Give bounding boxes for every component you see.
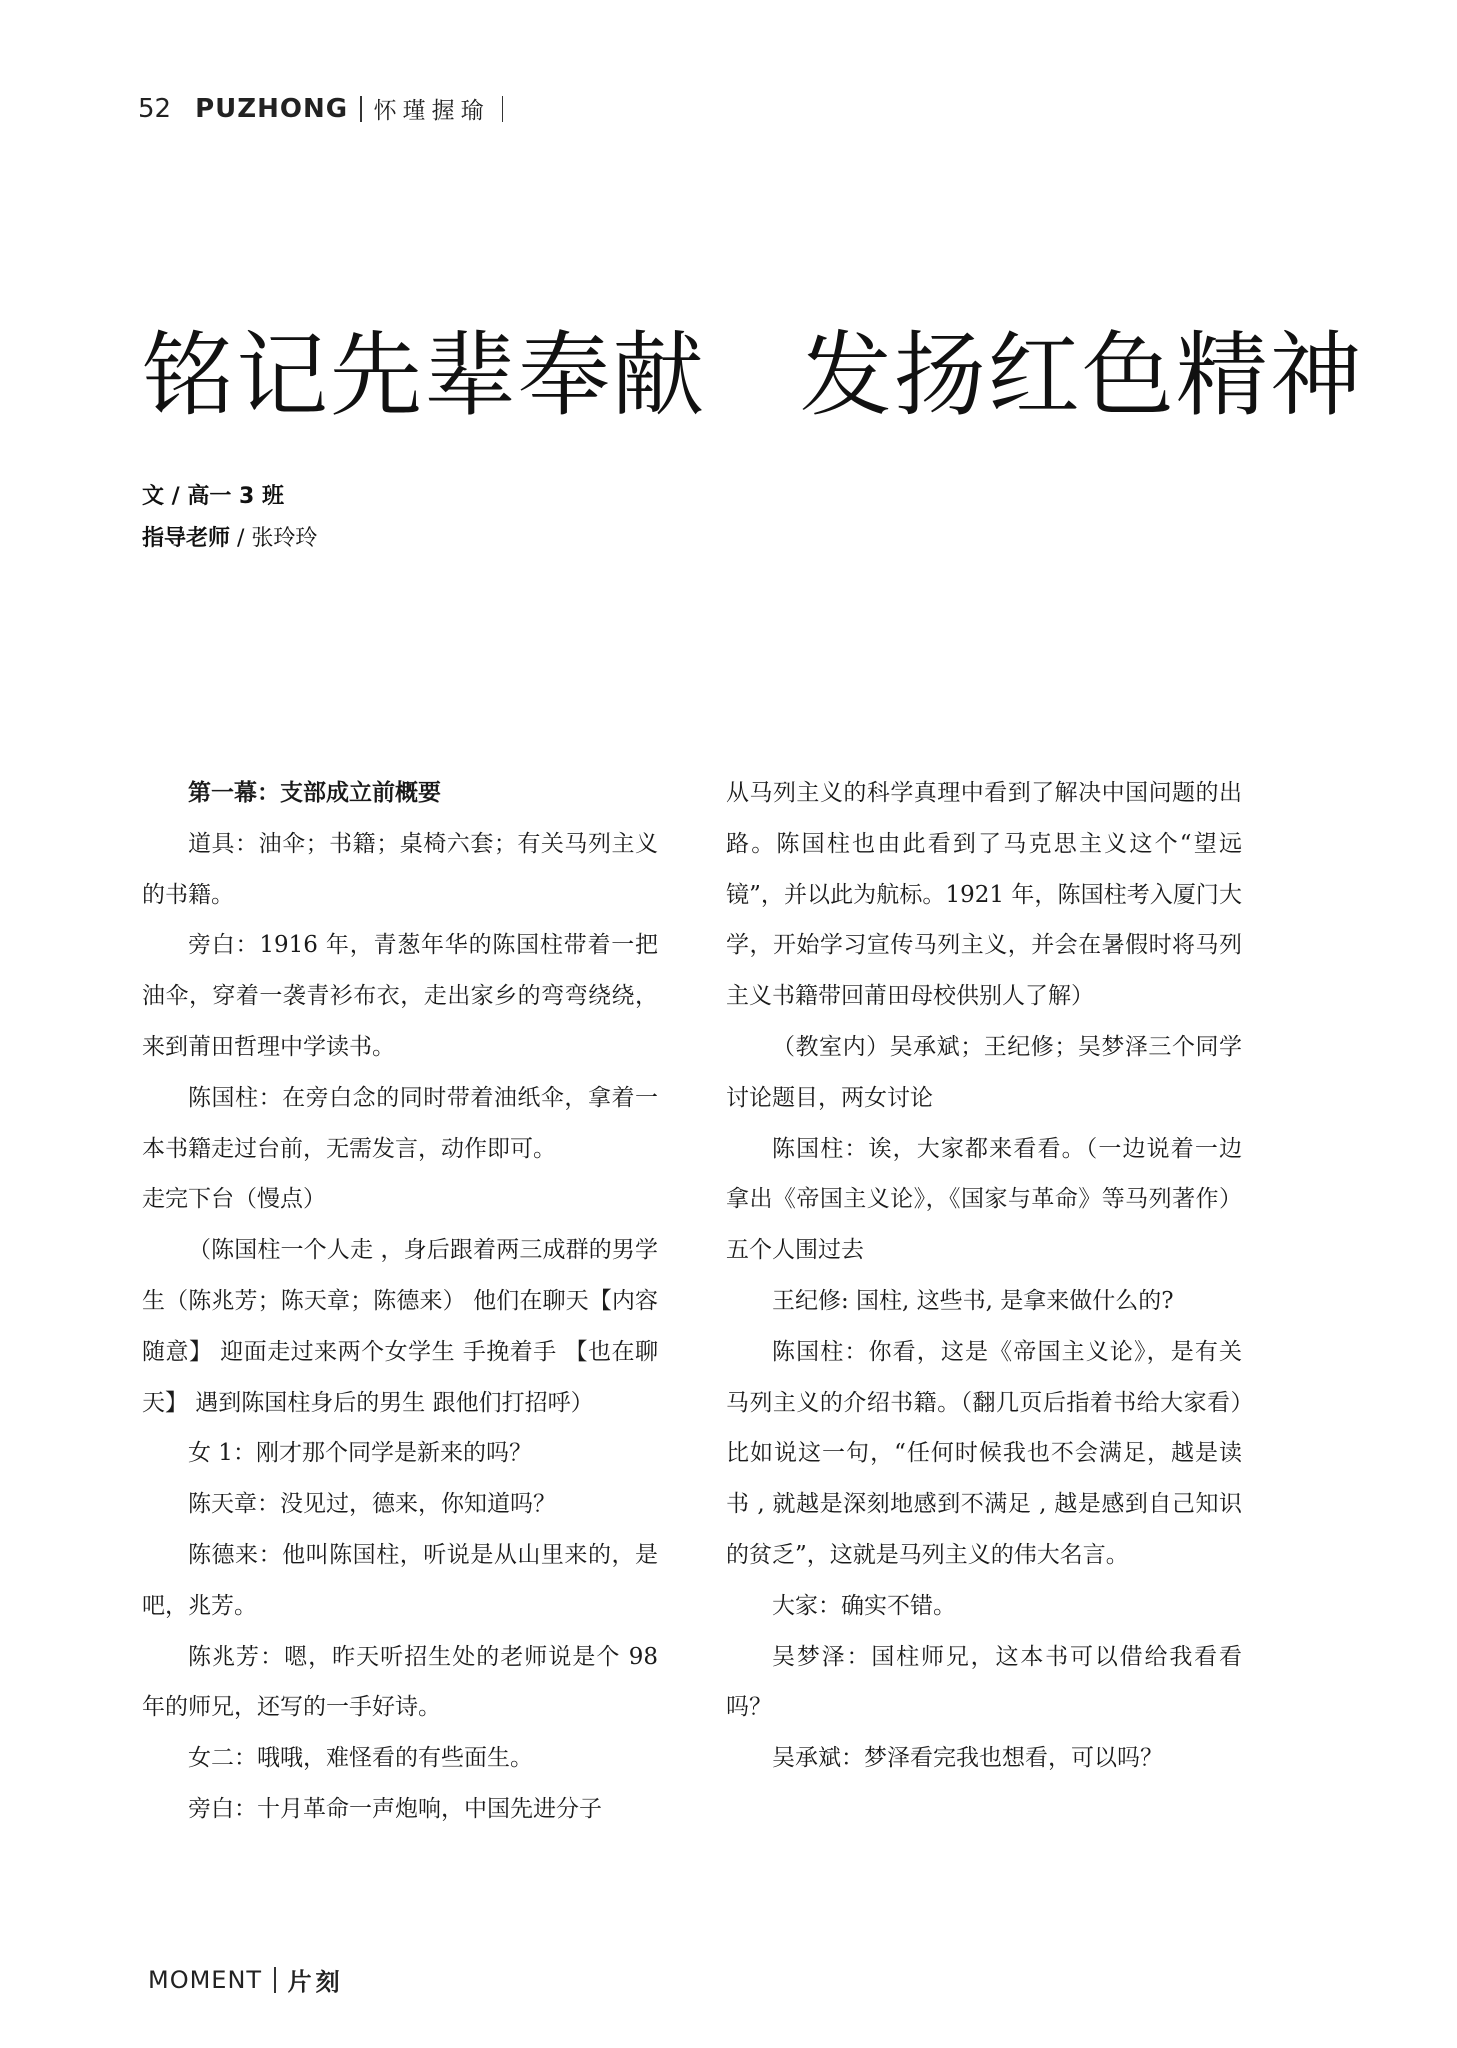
teacher-label: 指导老师	[142, 526, 231, 551]
paragraph: 大家：确实不错。	[772, 1592, 956, 1619]
header-divider	[360, 96, 362, 122]
section-name: 怀瑾握瑜	[373, 98, 490, 124]
paragraph: 旁白：1916 年，青葱年华的陈国柱带着一把油伞，穿着一袭青衫布衣，走出家乡的弯弯绕绕，来到莆田哲理中学读书。	[142, 932, 658, 1060]
paragraph: 陈天章：没见过，德来，你知道吗？	[188, 1491, 556, 1518]
running-footer	[148, 1962, 344, 1997]
paragraph: （陈国柱一个人走 ，身后跟着两三成群的男学生（陈兆芳；陈天章；陈德来） 他们在聊天【内容随意】 迎面走过来两个女学生 手挽着手 【也在聊天】 遇到陈国柱身后的男生 跟他们打招呼）	[142, 1237, 658, 1416]
magazine-brand: PUZHONG	[195, 93, 349, 124]
byline	[142, 476, 317, 560]
page-number: 52	[138, 93, 172, 124]
paragraph: 吴梦泽：国柱师兄，这本书可以借给我看看吗？	[726, 1643, 1242, 1721]
paragraph: 女 1：刚才那个同学是新来的吗？	[188, 1440, 532, 1467]
paragraph: 走完下台（慢点）	[142, 1186, 326, 1213]
paragraph: 旁白：十月革命一声炮响，中国先进分子	[188, 1795, 602, 1822]
footer-name: MOMENT	[148, 1965, 263, 1994]
teacher-name: / 张玲玲	[230, 526, 318, 551]
paragraph: 陈兆芳：嗯，昨天听招生处的老师说是个 98 年的师兄，还写的一手好诗。	[142, 1643, 658, 1721]
left-column	[142, 768, 658, 1835]
paragraph: 道具：油伞；书籍；桌椅六套；有关马列主义的书籍。	[142, 830, 658, 908]
author-line: 文 / 高一 3 班	[142, 484, 284, 509]
header-divider-end	[502, 96, 504, 122]
running-header	[138, 92, 515, 125]
paragraph: 王纪修: 国柱, 这些书, 是拿来做什么的?	[772, 1287, 1174, 1314]
paragraph: 吴承斌：梦泽看完我也想看，可以吗？	[772, 1745, 1163, 1772]
paragraph: 陈国柱：你看，这是《帝国主义论》，是有关马列主义的介绍书籍。（翻几页后指着书给大家看）比如说这一句，“任何时候我也不会满足，越是读书 , 就越是深刻地感到不满足 , 越是感到自己知识的贫乏”，这就是马列主义的伟大名言。	[726, 1338, 1242, 1568]
paragraph: 女二：哦哦，难怪看的有些面生。	[188, 1745, 533, 1772]
paragraph: （教室内）吴承斌；王纪修；吴梦泽三个同学讨论题目，两女讨论	[726, 1033, 1242, 1111]
scene-heading: 第一幕：支部成立前概要	[188, 780, 441, 806]
paragraph: 陈国柱：在旁白念的同时带着油纸伞，拿着一本书籍走过台前，无需发言，动作即可。	[142, 1084, 658, 1162]
right-column	[726, 768, 1242, 1784]
footer-sub: 片刻	[287, 1968, 344, 1996]
footer-divider	[274, 1967, 276, 1993]
paragraph: 从马列主义的科学真理中看到了解决中国问题的出路。陈国柱也由此看到了马克思主义这个“望远镜”，并以此为航标。1921 年，陈国柱考入厦门大学，开始学习宣传马列主义，并会在暑假时将马列主义书籍带回莆田母校供别人了解）	[726, 780, 1242, 1010]
article-title: 铭记先辈奉献 发扬红色精神	[142, 322, 1364, 429]
paragraph: 陈德来：他叫陈国柱，听说是从山里来的，是吧，兆芳。	[142, 1541, 658, 1619]
paragraph: 陈国柱：诶，大家都来看看。（一边说着一边拿出《帝国主义论》，《国家与革命》等马列著作） 五个人围过去	[726, 1135, 1242, 1264]
